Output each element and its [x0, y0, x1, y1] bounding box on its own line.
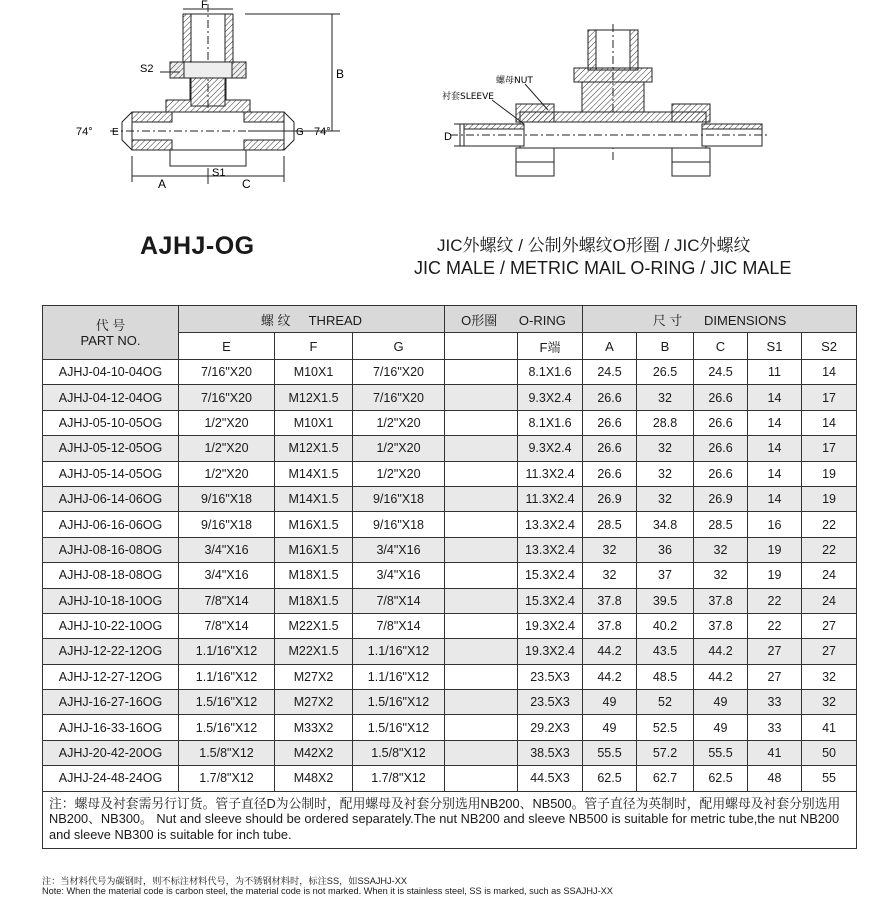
- cell-f: M18X1.5: [275, 588, 353, 613]
- cell-o: [445, 613, 518, 638]
- cell-b: 40.2: [637, 613, 694, 638]
- cell-s1: 27: [748, 664, 802, 689]
- table-row: [43, 436, 857, 461]
- cell-c: 32: [694, 563, 748, 588]
- cell-o: [445, 486, 518, 511]
- cell-b: 32: [637, 385, 694, 410]
- col-s1: S1: [748, 333, 802, 360]
- cell-f: M42X2: [275, 740, 353, 765]
- cell-b: 32: [637, 486, 694, 511]
- header-part-en: PART NO.: [80, 332, 141, 348]
- cell-c: 55.5: [694, 740, 748, 765]
- cell-o: [445, 690, 518, 715]
- cell-f: M27X2: [275, 690, 353, 715]
- product-title: AJHJ-OG: [140, 232, 255, 260]
- cell-f: M22X1.5: [275, 639, 353, 664]
- cell-s1: 41: [748, 740, 802, 765]
- label-d: D: [444, 131, 452, 143]
- cell-e: 1.5/8"X12: [179, 740, 275, 765]
- header-oring-cn: O形圈: [461, 312, 498, 328]
- label-f: F: [201, 0, 208, 11]
- cell-fd: 19.3X2.4: [518, 613, 583, 638]
- col-f-end: F端: [518, 333, 583, 360]
- cell-o: [445, 664, 518, 689]
- cell-part: AJHJ-05-14-05OG: [43, 461, 179, 486]
- subtitle-chinese: JIC外螺纹 / 公制外螺纹O形圈 / JIC外螺纹: [437, 236, 751, 255]
- cell-f: M33X2: [275, 715, 353, 740]
- cell-c: 44.2: [694, 639, 748, 664]
- cell-a: 32: [583, 563, 637, 588]
- cell-g: 7/8"X14: [353, 613, 445, 638]
- right-assembly-drawing: [430, 20, 770, 200]
- cell-o: [445, 461, 518, 486]
- cell-e: 1/2"X20: [179, 410, 275, 435]
- cell-f: M10X1: [275, 410, 353, 435]
- cell-e: 9/16"X18: [179, 512, 275, 537]
- cell-b: 57.2: [637, 740, 694, 765]
- col-a: A: [583, 333, 637, 360]
- col-f: F: [275, 333, 353, 360]
- cell-s1: 14: [748, 410, 802, 435]
- cell-s1: 22: [748, 613, 802, 638]
- cell-b: 52: [637, 690, 694, 715]
- cell-c: 26.6: [694, 461, 748, 486]
- cell-f: M12X1.5: [275, 385, 353, 410]
- table-row: [43, 664, 857, 689]
- cell-a: 32: [583, 537, 637, 562]
- cell-f: M16X1.5: [275, 537, 353, 562]
- cell-o: [445, 410, 518, 435]
- header-thread: [179, 306, 445, 333]
- cell-part: AJHJ-10-22-10OG: [43, 613, 179, 638]
- cell-fd: 11.3X2.4: [518, 486, 583, 511]
- cell-f: M18X1.5: [275, 563, 353, 588]
- cell-f: M14X1.5: [275, 461, 353, 486]
- cell-s1: 48: [748, 766, 802, 791]
- table-row: [43, 588, 857, 613]
- label-nut: 螺母NUT: [496, 76, 533, 86]
- cell-o: [445, 740, 518, 765]
- cell-s2: 17: [802, 385, 857, 410]
- cell-e: 1.5/16"X12: [179, 715, 275, 740]
- cell-s1: 14: [748, 486, 802, 511]
- cell-g: 1.7/8"X12: [353, 766, 445, 791]
- cell-a: 26.6: [583, 410, 637, 435]
- subtitle-english: JIC MALE / METRIC MAIL O-RING / JIC MALE: [414, 258, 792, 278]
- cell-a: 55.5: [583, 740, 637, 765]
- table-row: [43, 563, 857, 588]
- cell-e: 1/2"X20: [179, 461, 275, 486]
- cell-fd: 9.3X2.4: [518, 385, 583, 410]
- table-row: [43, 512, 857, 537]
- cell-e: 1.7/8"X12: [179, 766, 275, 791]
- cell-fd: 29.2X3: [518, 715, 583, 740]
- header-oring: [445, 306, 583, 333]
- cell-s2: 19: [802, 486, 857, 511]
- cell-part: AJHJ-05-10-05OG: [43, 410, 179, 435]
- cell-part: AJHJ-05-12-05OG: [43, 436, 179, 461]
- cell-part: AJHJ-16-27-16OG: [43, 690, 179, 715]
- cell-e: 7/8"X14: [179, 588, 275, 613]
- cell-g: 7/8"X14: [353, 588, 445, 613]
- cell-fd: 38.5X3: [518, 740, 583, 765]
- cell-c: 62.5: [694, 766, 748, 791]
- cell-part: AJHJ-06-16-06OG: [43, 512, 179, 537]
- table-row: [43, 410, 857, 435]
- table-row: [43, 461, 857, 486]
- header-dimensions: [583, 306, 857, 333]
- cell-c: 37.8: [694, 588, 748, 613]
- col-oring-blank: [445, 333, 518, 360]
- cell-c: 32: [694, 537, 748, 562]
- cell-g: 1/2"X20: [353, 461, 445, 486]
- footnote-chinese: 注：当材料代号为碳钢时，则不标注材料代号，为不锈钢材料时，标注SS，如SSAJHJ-XX: [42, 876, 407, 886]
- cell-e: 7/16"X20: [179, 360, 275, 385]
- table-row: [43, 740, 857, 765]
- cell-fd: 9.3X2.4: [518, 436, 583, 461]
- cell-b: 48.5: [637, 664, 694, 689]
- cell-part: AJHJ-08-16-08OG: [43, 537, 179, 562]
- cell-e: 7/8"X14: [179, 613, 275, 638]
- cell-s2: 24: [802, 563, 857, 588]
- cell-part: AJHJ-04-12-04OG: [43, 385, 179, 410]
- cell-a: 49: [583, 715, 637, 740]
- cell-g: 1.5/8"X12: [353, 740, 445, 765]
- cell-fd: 44.5X3: [518, 766, 583, 791]
- table-row: [43, 639, 857, 664]
- cell-part: AJHJ-06-14-06OG: [43, 486, 179, 511]
- cell-b: 32: [637, 461, 694, 486]
- cell-g: 1.5/16"X12: [353, 690, 445, 715]
- header-part-cn: 代 号: [95, 317, 126, 333]
- cell-s2: 55: [802, 766, 857, 791]
- left-technical-drawing: [70, 0, 360, 200]
- cell-c: 49: [694, 690, 748, 715]
- cell-e: 1.1/16"X12: [179, 664, 275, 689]
- cell-part: AJHJ-08-18-08OG: [43, 563, 179, 588]
- cell-a: 44.2: [583, 664, 637, 689]
- cell-c: 24.5: [694, 360, 748, 385]
- col-g: G: [353, 333, 445, 360]
- cell-e: 9/16"X18: [179, 486, 275, 511]
- cell-o: [445, 563, 518, 588]
- cell-a: 26.9: [583, 486, 637, 511]
- cell-g: 1.5/16"X12: [353, 715, 445, 740]
- table-row: [43, 613, 857, 638]
- label-s2: S2: [140, 63, 154, 75]
- cell-c: 26.6: [694, 385, 748, 410]
- cell-s2: 14: [802, 360, 857, 385]
- header-thread-cn: 螺 纹: [260, 312, 291, 328]
- table-row: [43, 690, 857, 715]
- cell-c: 44.2: [694, 664, 748, 689]
- cell-s1: 11: [748, 360, 802, 385]
- header-dim-en: DIMENSIONS: [703, 312, 787, 328]
- cell-o: [445, 385, 518, 410]
- cell-part: AJHJ-04-10-04OG: [43, 360, 179, 385]
- specification-table: [42, 305, 857, 849]
- cell-s2: 17: [802, 436, 857, 461]
- cell-g: 1/2"X20: [353, 436, 445, 461]
- cell-s2: 22: [802, 512, 857, 537]
- cell-s1: 33: [748, 715, 802, 740]
- label-sleeve: 衬套SLEEVE: [442, 92, 494, 102]
- table-body: [43, 360, 857, 792]
- cell-e: 1/2"X20: [179, 436, 275, 461]
- cell-f: M16X1.5: [275, 512, 353, 537]
- cell-e: 1.5/16"X12: [179, 690, 275, 715]
- cell-g: 9/16"X18: [353, 486, 445, 511]
- cell-b: 62.7: [637, 766, 694, 791]
- cell-o: [445, 537, 518, 562]
- cell-c: 28.5: [694, 512, 748, 537]
- cell-s2: 14: [802, 410, 857, 435]
- cell-s2: 27: [802, 613, 857, 638]
- table-row: [43, 486, 857, 511]
- cell-b: 34.8: [637, 512, 694, 537]
- header-thread-en: THREAD: [308, 312, 363, 328]
- col-e: E: [179, 333, 275, 360]
- footnote-english: Note: When the material code is carbon steel, the material code is not marked. When it is stainless steel, SS is marked, such as SSAJHJ-XX: [42, 886, 613, 896]
- cell-a: 37.8: [583, 613, 637, 638]
- cell-e: 1.1/16"X12: [179, 639, 275, 664]
- cell-a: 49: [583, 690, 637, 715]
- cell-b: 37: [637, 563, 694, 588]
- col-b: B: [637, 333, 694, 360]
- cell-s2: 32: [802, 664, 857, 689]
- cell-g: 7/16"X20: [353, 385, 445, 410]
- cell-f: M10X1: [275, 360, 353, 385]
- cell-o: [445, 512, 518, 537]
- cell-o: [445, 360, 518, 385]
- cell-fd: 23.5X3: [518, 690, 583, 715]
- cell-a: 44.2: [583, 639, 637, 664]
- table-row: [43, 385, 857, 410]
- cell-b: 36: [637, 537, 694, 562]
- table-row: [43, 360, 857, 385]
- label-g: G: [296, 127, 304, 138]
- cell-g: 1.1/16"X12: [353, 639, 445, 664]
- cell-a: 28.5: [583, 512, 637, 537]
- cell-s1: 14: [748, 385, 802, 410]
- cell-b: 26.5: [637, 360, 694, 385]
- cell-a: 26.6: [583, 461, 637, 486]
- cell-s2: 24: [802, 588, 857, 613]
- cell-o: [445, 588, 518, 613]
- cell-g: 7/16"X20: [353, 360, 445, 385]
- cell-s2: 32: [802, 690, 857, 715]
- notes-row: [43, 791, 857, 849]
- label-c: C: [242, 177, 251, 191]
- cell-c: 26.6: [694, 410, 748, 435]
- cell-s1: 14: [748, 436, 802, 461]
- cell-b: 52.5: [637, 715, 694, 740]
- cell-o: [445, 766, 518, 791]
- cell-part: AJHJ-16-33-16OG: [43, 715, 179, 740]
- cell-fd: 11.3X2.4: [518, 461, 583, 486]
- cell-b: 43.5: [637, 639, 694, 664]
- cell-b: 39.5: [637, 588, 694, 613]
- cell-e: 3/4"X16: [179, 537, 275, 562]
- cell-s2: 22: [802, 537, 857, 562]
- cell-g: 9/16"X18: [353, 512, 445, 537]
- cell-e: 7/16"X20: [179, 385, 275, 410]
- label-a: A: [158, 177, 167, 191]
- cell-s2: 19: [802, 461, 857, 486]
- cell-s1: 22: [748, 588, 802, 613]
- cell-s1: 33: [748, 690, 802, 715]
- cell-s1: 19: [748, 537, 802, 562]
- cell-fd: 13.3X2.4: [518, 512, 583, 537]
- cell-fd: 23.5X3: [518, 664, 583, 689]
- cell-e: 3/4"X16: [179, 563, 275, 588]
- cell-part: AJHJ-20-42-20OG: [43, 740, 179, 765]
- cell-s2: 27: [802, 639, 857, 664]
- table-row: [43, 715, 857, 740]
- cell-b: 28.8: [637, 410, 694, 435]
- cell-fd: 15.3X2.4: [518, 563, 583, 588]
- col-c: C: [694, 333, 748, 360]
- cell-s1: 19: [748, 563, 802, 588]
- cell-g: 3/4"X16: [353, 563, 445, 588]
- cell-s1: 16: [748, 512, 802, 537]
- cell-fd: 13.3X2.4: [518, 537, 583, 562]
- label-angle-right: 74°: [314, 126, 331, 138]
- cell-o: [445, 639, 518, 664]
- cell-f: M12X1.5: [275, 436, 353, 461]
- cell-g: 3/4"X16: [353, 537, 445, 562]
- cell-part: AJHJ-24-48-24OG: [43, 766, 179, 791]
- cell-c: 26.6: [694, 436, 748, 461]
- cell-fd: 8.1X1.6: [518, 360, 583, 385]
- cell-s2: 41: [802, 715, 857, 740]
- cell-o: [445, 436, 518, 461]
- cell-s1: 27: [748, 639, 802, 664]
- cell-fd: 19.3X2.4: [518, 639, 583, 664]
- cell-f: M48X2: [275, 766, 353, 791]
- cell-part: AJHJ-10-18-10OG: [43, 588, 179, 613]
- label-e: E: [112, 127, 119, 138]
- cell-a: 26.6: [583, 385, 637, 410]
- table-notes: 注：螺母及衬套需另行订货。管子直径D为公制时，配用螺母及衬套分别选用NB200、NB500。管子直径为英制时，配用螺母及衬套分别选用NB200、NB300。 Nut and sleeve should be ordered separately.The nut NB200 and sleeve NB500 is suitable for metric tube,the nut NB200 and sleeve NB300 is suitable for inch tube.: [43, 791, 857, 849]
- cell-fd: 8.1X1.6: [518, 410, 583, 435]
- header-row-group: [43, 306, 857, 333]
- header-dim-cn: 尺 寸: [652, 312, 683, 328]
- cell-s1: 14: [748, 461, 802, 486]
- cell-a: 24.5: [583, 360, 637, 385]
- cell-c: 37.8: [694, 613, 748, 638]
- cell-c: 26.9: [694, 486, 748, 511]
- cell-g: 1.1/16"X12: [353, 664, 445, 689]
- cell-s2: 50: [802, 740, 857, 765]
- col-s2: S2: [802, 333, 857, 360]
- cell-f: M14X1.5: [275, 486, 353, 511]
- table-row: [43, 537, 857, 562]
- cell-c: 49: [694, 715, 748, 740]
- cell-part: AJHJ-12-27-12OG: [43, 664, 179, 689]
- cell-fd: 15.3X2.4: [518, 588, 583, 613]
- cell-b: 32: [637, 436, 694, 461]
- cell-a: 26.6: [583, 436, 637, 461]
- header-part-no: [43, 306, 179, 360]
- table-row: [43, 766, 857, 791]
- cell-g: 1/2"X20: [353, 410, 445, 435]
- label-b: B: [336, 67, 345, 81]
- label-angle-left: 74°: [76, 126, 93, 138]
- header-oring-en: O-RING: [518, 312, 566, 328]
- cell-o: [445, 715, 518, 740]
- cell-a: 37.8: [583, 588, 637, 613]
- cell-a: 62.5: [583, 766, 637, 791]
- cell-f: M27X2: [275, 664, 353, 689]
- cell-part: AJHJ-12-22-12OG: [43, 639, 179, 664]
- cell-f: M22X1.5: [275, 613, 353, 638]
- label-s1: S1: [212, 167, 226, 179]
